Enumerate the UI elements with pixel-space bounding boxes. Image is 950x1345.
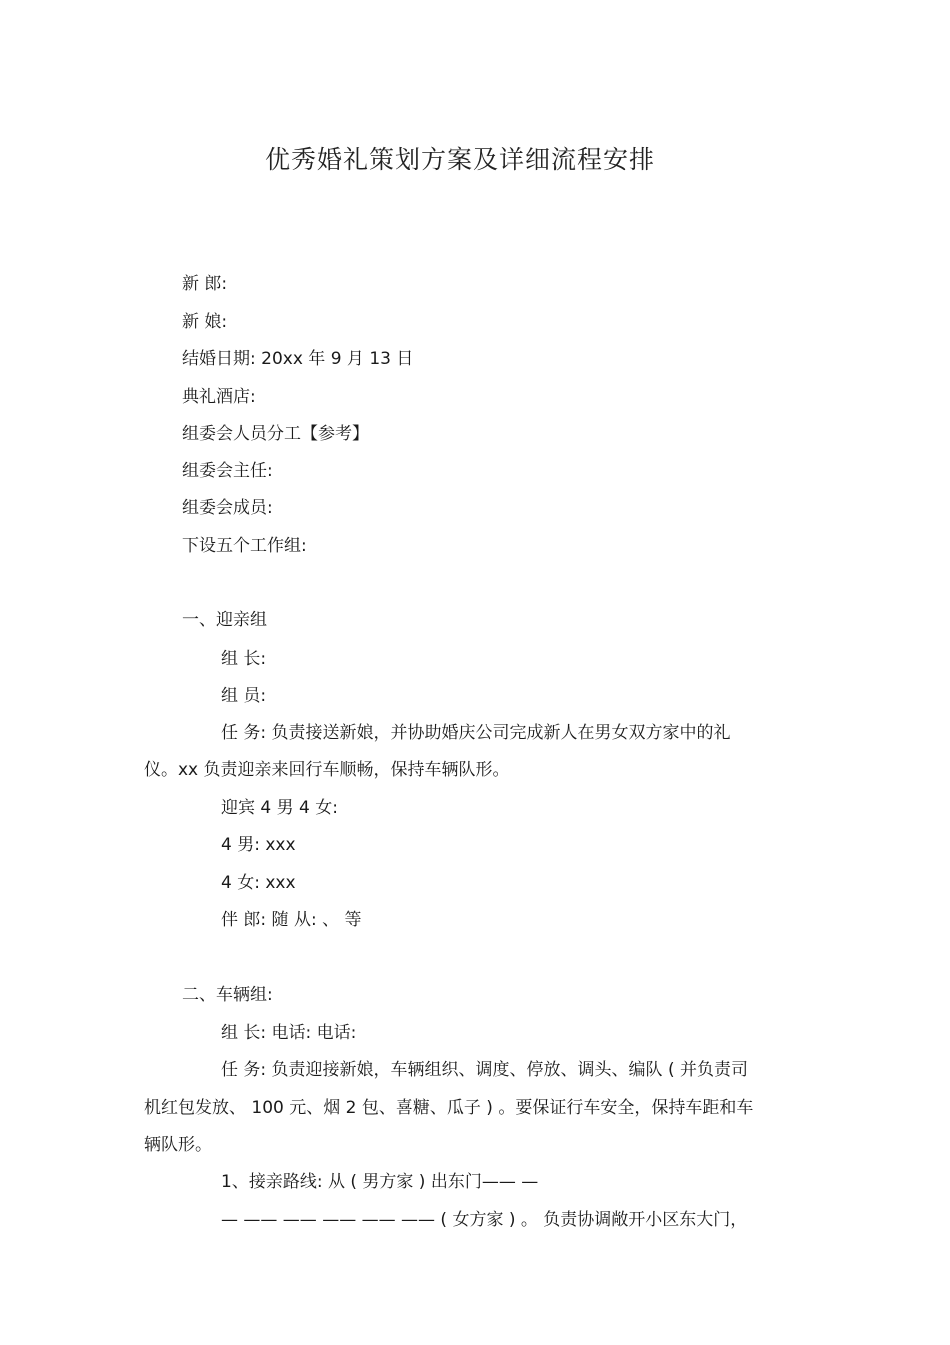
greeting-leader-field: 组 长: <box>221 649 267 669</box>
bride-field: 新 娘: <box>182 312 228 332</box>
ceremony-hotel-field: 典礼酒店: <box>182 387 256 407</box>
route-line-2: — —— —— —— —— —— ( 女方家 ) 。 负责协调敞开小区东大门， <box>221 1210 748 1230</box>
vehicles-task-line-1: 任 务: 负责迎接新娘，车辆组织、调度、停放、调头、编队 ( 并负责司 <box>221 1060 748 1080</box>
groomsmen-field: 伴 郎: 随 从: 、 等 <box>221 910 362 930</box>
document-title: 优秀婚礼策划方案及详细流程安排 <box>264 145 655 174</box>
groom-field: 新 郎: <box>182 274 228 294</box>
committee-members-field: 组委会成员: <box>182 498 273 518</box>
committee-division-heading: 组委会人员分工【参考】 <box>182 424 369 444</box>
male-greeters-field: 4 男: xxx <box>221 835 296 855</box>
female-greeters-field: 4 女: xxx <box>221 873 296 893</box>
greeting-members-field: 组 员: <box>221 686 267 706</box>
section-heading-vehicles: 二、车辆组: <box>182 985 273 1005</box>
greeting-task-line-1: 任 务: 负责接送新娘，并协助婚庆公司完成新人在男女双方家中的礼 <box>221 723 731 743</box>
wedding-date-field: 结婚日期: 20xx 年 9 月 13 日 <box>182 349 414 369</box>
vehicles-leader-field: 组 长: 电话: 电话: <box>221 1023 357 1043</box>
route-line-1: 1、接亲路线: 从 ( 男方家 ) 出东门—— — <box>221 1172 539 1192</box>
greeters-field: 迎宾 4 男 4 女: <box>221 798 338 818</box>
committee-director-field: 组委会主任: <box>182 461 273 481</box>
greeting-task-line-2: 仪。xx 负责迎亲来回行车顺畅，保持车辆队形。 <box>144 760 510 780</box>
vehicles-task-line-3: 辆队形。 <box>144 1135 212 1155</box>
vehicles-task-line-2: 机红包发放、 100 元、烟 2 包、喜糖、瓜子 ) 。要保证行车安全，保持车距和车 <box>144 1098 754 1118</box>
work-groups-intro: 下设五个工作组: <box>182 536 307 556</box>
section-heading-greeting: 一、迎亲组 <box>182 610 267 630</box>
